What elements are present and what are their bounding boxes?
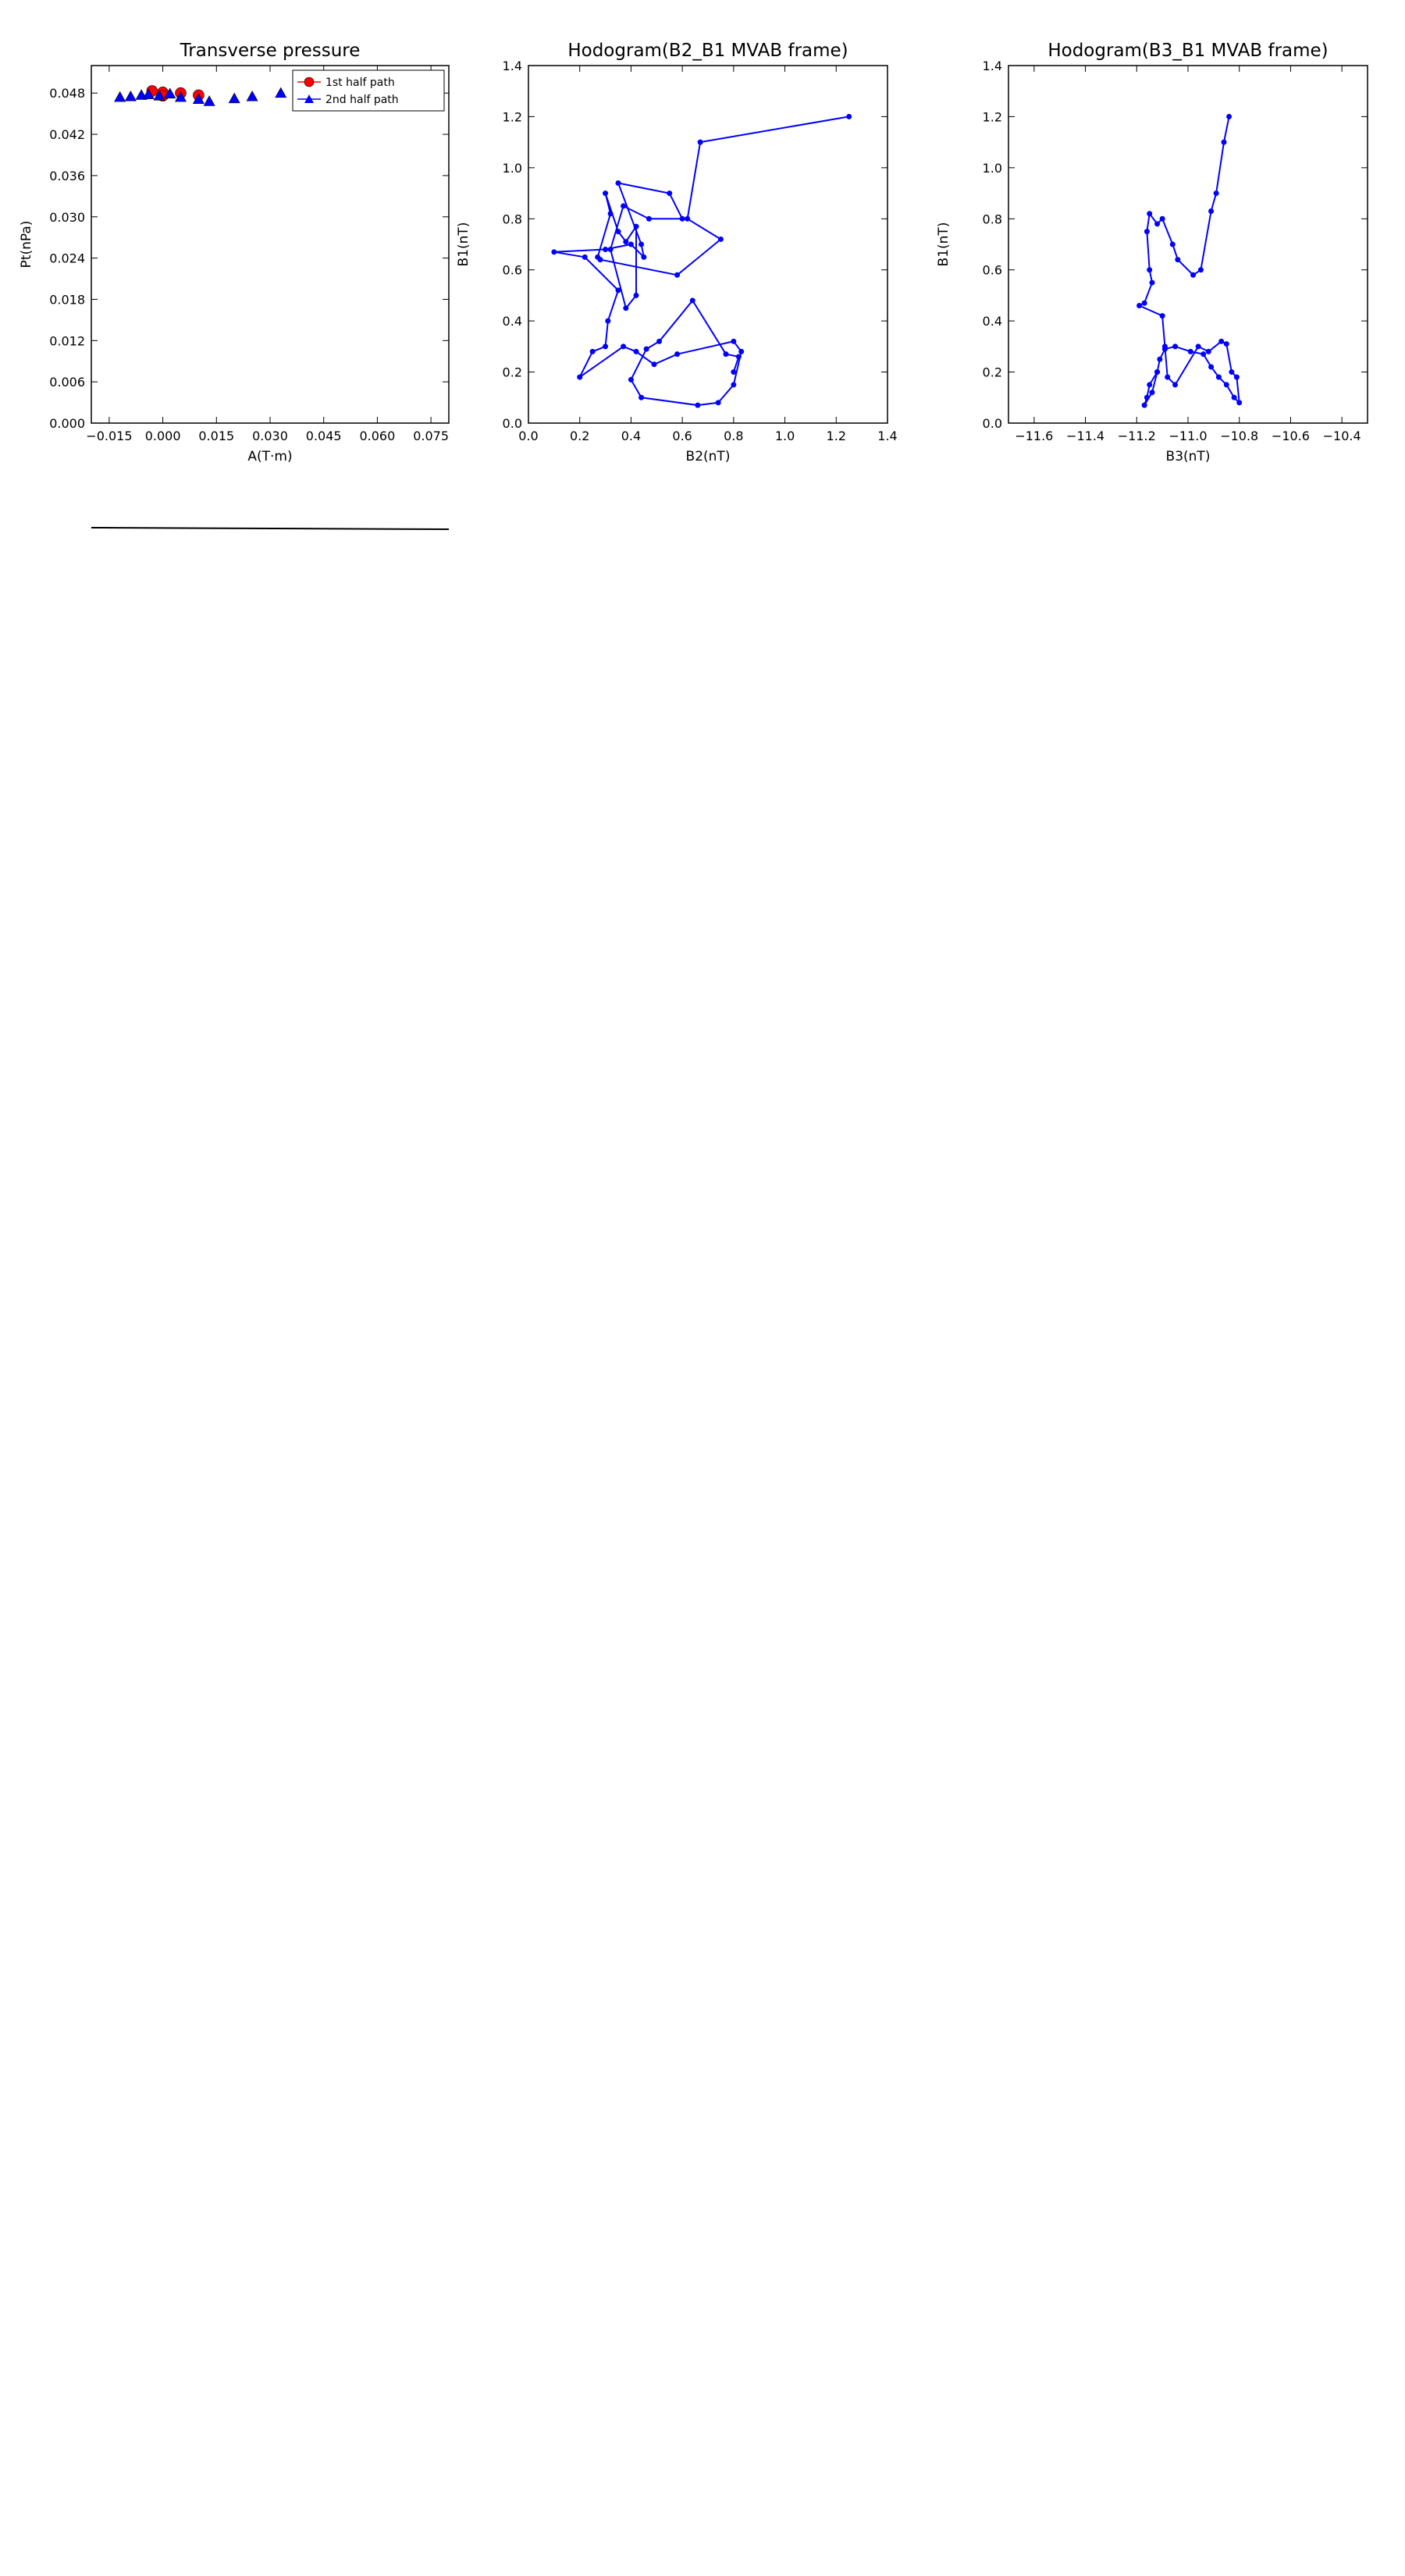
h1-point xyxy=(582,254,588,260)
h1-point xyxy=(674,272,680,278)
h2-point xyxy=(1224,341,1229,347)
h2-point xyxy=(1144,395,1150,400)
h2-point xyxy=(1142,403,1147,408)
h2-point xyxy=(1170,242,1176,247)
h2-point xyxy=(1150,280,1155,286)
h1-point xyxy=(716,400,721,405)
h1-point xyxy=(724,351,729,357)
h1-point xyxy=(628,377,634,382)
h1-point xyxy=(577,375,582,380)
h1-xlabel: B2(nT) xyxy=(685,449,731,464)
tp-xtick-label: 0.045 xyxy=(305,429,342,443)
h1-point xyxy=(731,339,736,344)
h2-point xyxy=(1229,369,1234,375)
h2-point xyxy=(1214,190,1219,196)
h2-xtick-label: −11.0 xyxy=(1168,429,1208,443)
h1-ylabel: B1(nT) xyxy=(456,222,471,267)
h2-point xyxy=(1147,267,1152,272)
h1-point xyxy=(616,180,621,186)
h2-xtick-label: −11.2 xyxy=(1117,429,1156,443)
tp-xtick-label: 0.015 xyxy=(198,429,235,443)
h1-point xyxy=(608,247,614,252)
h1-point xyxy=(621,203,626,208)
h1-point xyxy=(608,211,614,216)
h2-point xyxy=(1150,390,1155,395)
h1-xtick-label: 1.2 xyxy=(826,429,847,443)
h1-point xyxy=(634,293,639,298)
tp-xtick-label: −0.015 xyxy=(86,429,133,443)
h1-point xyxy=(590,349,596,354)
h1-point xyxy=(731,382,736,387)
h2-ytick-label: 1.0 xyxy=(982,160,1002,176)
h2-xlabel: B3(nT) xyxy=(1165,449,1211,464)
h2-xtick-label: −11.6 xyxy=(1015,429,1054,443)
h2-xtick-label: −11.4 xyxy=(1066,429,1105,443)
h2-point xyxy=(1188,349,1193,354)
h1-ytick-label: 0.0 xyxy=(502,416,522,431)
tp-ylabel: Pt(nPa) xyxy=(19,220,34,269)
h2-ytick-label: 0.6 xyxy=(982,262,1002,278)
h2-point xyxy=(1196,343,1201,349)
h2-title: Hodogram(B3_B1 MVAB frame) xyxy=(1048,41,1329,61)
h1-point xyxy=(644,347,649,352)
h1-ytick-label: 0.8 xyxy=(502,212,522,227)
h1-point xyxy=(603,247,608,252)
tp-xtick-label: 0.000 xyxy=(144,429,181,443)
h1-xtick-label: 0.4 xyxy=(621,429,642,443)
h2-point xyxy=(1144,229,1150,234)
h1-ytick-label: 0.2 xyxy=(502,365,522,380)
wt-bg xyxy=(91,521,449,879)
h1-point xyxy=(605,318,610,324)
h1-point xyxy=(638,395,644,400)
h1-xtick-label: 0.8 xyxy=(724,429,744,443)
h2-ytick-label: 0.4 xyxy=(982,314,1002,329)
h2-point xyxy=(1226,114,1232,119)
h2-point xyxy=(1218,339,1224,344)
h2-point xyxy=(1147,211,1152,216)
h1-point xyxy=(680,216,685,222)
h1-point xyxy=(667,190,672,196)
h2-point xyxy=(1147,382,1152,387)
h1-point xyxy=(623,305,628,311)
h1-point xyxy=(616,287,621,293)
h2-point xyxy=(1154,221,1160,226)
h1-ytick-label: 1.2 xyxy=(502,109,522,125)
h1-point xyxy=(738,349,744,354)
h2-point xyxy=(1175,257,1180,262)
panel-wt xyxy=(91,521,449,879)
h1-point xyxy=(718,237,724,242)
h2-xtick-label: −10.6 xyxy=(1271,429,1310,443)
h1-point xyxy=(603,343,608,349)
h2-point xyxy=(1222,140,1227,145)
tp-xtick-label: 0.060 xyxy=(359,429,396,443)
h1-point xyxy=(656,339,662,344)
h1-point xyxy=(638,242,644,247)
h2-ytick-label: 0.8 xyxy=(982,212,1002,227)
h1-point xyxy=(731,369,736,375)
h2-point xyxy=(1165,375,1170,380)
h2-point xyxy=(1208,208,1214,214)
h2-ytick-label: 0.0 xyxy=(982,416,1002,431)
h1-point xyxy=(551,249,557,254)
h1-point xyxy=(628,242,634,247)
panel-h2 xyxy=(936,41,1368,464)
h1-ytick-label: 0.6 xyxy=(502,262,522,278)
h1-point xyxy=(690,297,695,303)
h1-ytick-label: 1.0 xyxy=(502,160,522,176)
h1-title: Hodogram(B2_B1 MVAB frame) xyxy=(567,41,848,61)
tp-ytick-label: 0.036 xyxy=(49,168,85,183)
h1-point xyxy=(736,354,742,359)
h1-point xyxy=(621,343,626,349)
h2-bg xyxy=(1008,66,1368,423)
h2-ytick-label: 1.4 xyxy=(982,59,1002,73)
h2-point xyxy=(1236,400,1242,405)
h1-xtick-label: 1.0 xyxy=(774,429,795,443)
h1-xtick-label: 0.0 xyxy=(518,429,539,443)
h1-point xyxy=(634,349,639,354)
tp-ytick-label: 0.048 xyxy=(49,86,85,101)
tp-xtick-label: 0.075 xyxy=(413,429,450,443)
h2-point xyxy=(1160,216,1165,222)
h2-point xyxy=(1142,301,1147,306)
h1-point xyxy=(695,403,700,408)
h1-point xyxy=(623,239,628,244)
h2-point xyxy=(1232,395,1237,400)
h1-ytick-label: 1.4 xyxy=(502,59,522,73)
tp-legend-label: 1st half path xyxy=(325,76,395,89)
h2-ylabel: B1(nT) xyxy=(936,222,951,267)
h2-point xyxy=(1154,369,1160,375)
h1-point xyxy=(646,216,652,222)
h2-point xyxy=(1136,303,1142,308)
panel-tp xyxy=(19,41,449,464)
h1-point xyxy=(595,254,600,260)
tp-legend-label: 2nd half path xyxy=(325,94,399,106)
h1-point xyxy=(846,114,852,119)
h2-point xyxy=(1200,351,1206,357)
h2-ytick-label: 1.2 xyxy=(982,109,1002,125)
tp-ytick-label: 0.024 xyxy=(49,251,85,266)
tp-xtick-label: 0.030 xyxy=(252,429,288,443)
h2-point xyxy=(1157,357,1162,362)
h1-xtick-label: 0.2 xyxy=(569,429,590,443)
tp-ytick-label: 0.018 xyxy=(49,292,85,308)
tp-title: Transverse pressure xyxy=(180,41,361,61)
h2-point xyxy=(1206,349,1211,354)
h1-point xyxy=(652,361,657,367)
h2-point xyxy=(1162,347,1168,352)
h2-point xyxy=(1198,267,1204,272)
h2-point xyxy=(1208,365,1214,370)
tp-ytick-label: 0.000 xyxy=(49,416,85,431)
tp-xlabel: A(T·m) xyxy=(247,449,293,464)
h2-xtick-label: −10.8 xyxy=(1220,429,1259,443)
h2-ytick-label: 0.2 xyxy=(982,365,1002,380)
h2-point xyxy=(1224,382,1229,387)
panel-h1 xyxy=(456,41,898,464)
h2-point xyxy=(1234,375,1240,380)
h1-point xyxy=(616,229,621,234)
h1-point xyxy=(603,190,608,196)
h1-point xyxy=(698,140,703,145)
h2-point xyxy=(1190,272,1196,278)
h1-point xyxy=(634,224,639,229)
h1-xtick-label: 1.4 xyxy=(877,429,898,443)
h1-point xyxy=(674,351,680,357)
tp-ytick-label: 0.012 xyxy=(49,333,85,349)
h2-point xyxy=(1172,382,1178,387)
tp-legend-marker xyxy=(304,77,314,87)
h2-xtick-label: −10.4 xyxy=(1322,429,1361,443)
tp-bg xyxy=(91,66,449,423)
h2-point xyxy=(1172,343,1178,349)
h2-point xyxy=(1160,313,1165,318)
h1-xtick-label: 0.6 xyxy=(672,429,692,443)
h1-ytick-label: 0.4 xyxy=(502,314,522,329)
h1-point xyxy=(685,216,690,222)
tp-ytick-label: 0.042 xyxy=(49,127,85,143)
h1-point xyxy=(641,254,646,260)
h2-point xyxy=(1216,375,1222,380)
tp-ytick-label: 0.030 xyxy=(49,209,85,225)
tp-ytick-label: 0.006 xyxy=(49,375,85,390)
